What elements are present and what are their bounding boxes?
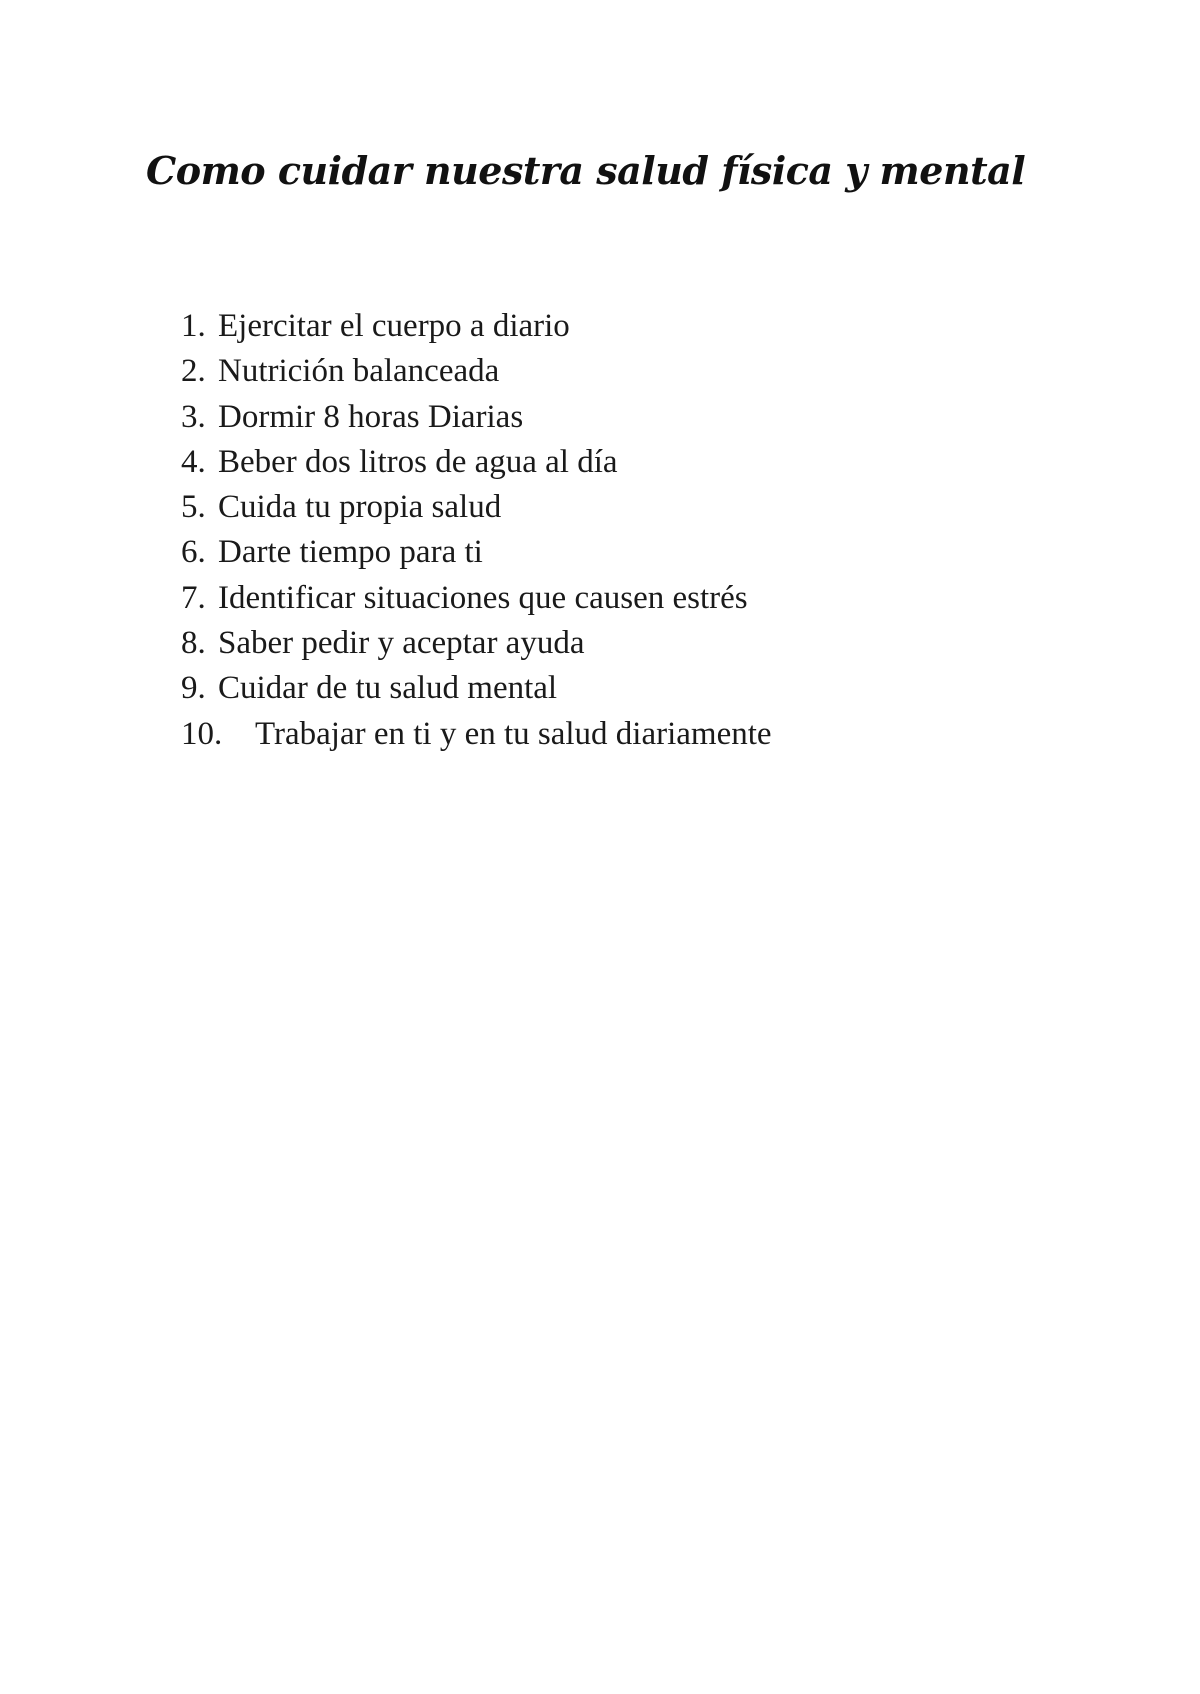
list-item <box>181 530 772 575</box>
document-title: Como cuidar nuestra salud física y mental <box>146 148 1026 193</box>
list-item-text: Trabajar en ti y en tu salud diariamente <box>255 715 772 752</box>
list-item-text: Identificar situaciones que causen estrés <box>218 579 748 616</box>
list-item-number: 5. <box>181 489 206 526</box>
list-item-number: 4. <box>181 443 206 480</box>
list-item <box>181 576 772 621</box>
list-item-number: 10. <box>181 715 223 752</box>
list-item-number: 2. <box>181 353 206 390</box>
list-item-text: Beber dos litros de agua al día <box>218 443 618 480</box>
list-item <box>181 304 772 349</box>
list-item <box>181 621 772 666</box>
list-item-number: 9. <box>181 670 206 707</box>
list-item-text: Cuidar de tu salud mental <box>218 670 558 707</box>
list-item-number: 7. <box>181 579 206 616</box>
list-item <box>181 485 772 530</box>
list-item-number: 1. <box>181 308 206 344</box>
list-item <box>181 440 772 485</box>
numbered-list <box>181 304 772 757</box>
list-item-number: 6. <box>181 534 206 571</box>
list-item-text: Darte tiempo para ti <box>218 534 483 571</box>
list-item-text: Cuida tu propia salud <box>218 489 502 526</box>
list-item-text: Saber pedir y aceptar ayuda <box>218 625 585 662</box>
list-item-text: Ejercitar el cuerpo a diario <box>218 308 570 344</box>
list-item <box>181 349 772 394</box>
list-item-number: 3. <box>181 398 206 435</box>
list-item <box>181 666 772 711</box>
list-item-text: Dormir 8 horas Diarias <box>218 398 524 435</box>
list-item-number: 8. <box>181 625 206 662</box>
list-item <box>181 712 772 757</box>
list-item-text: Nutrición balanceada <box>218 353 500 390</box>
list-item <box>181 395 772 440</box>
